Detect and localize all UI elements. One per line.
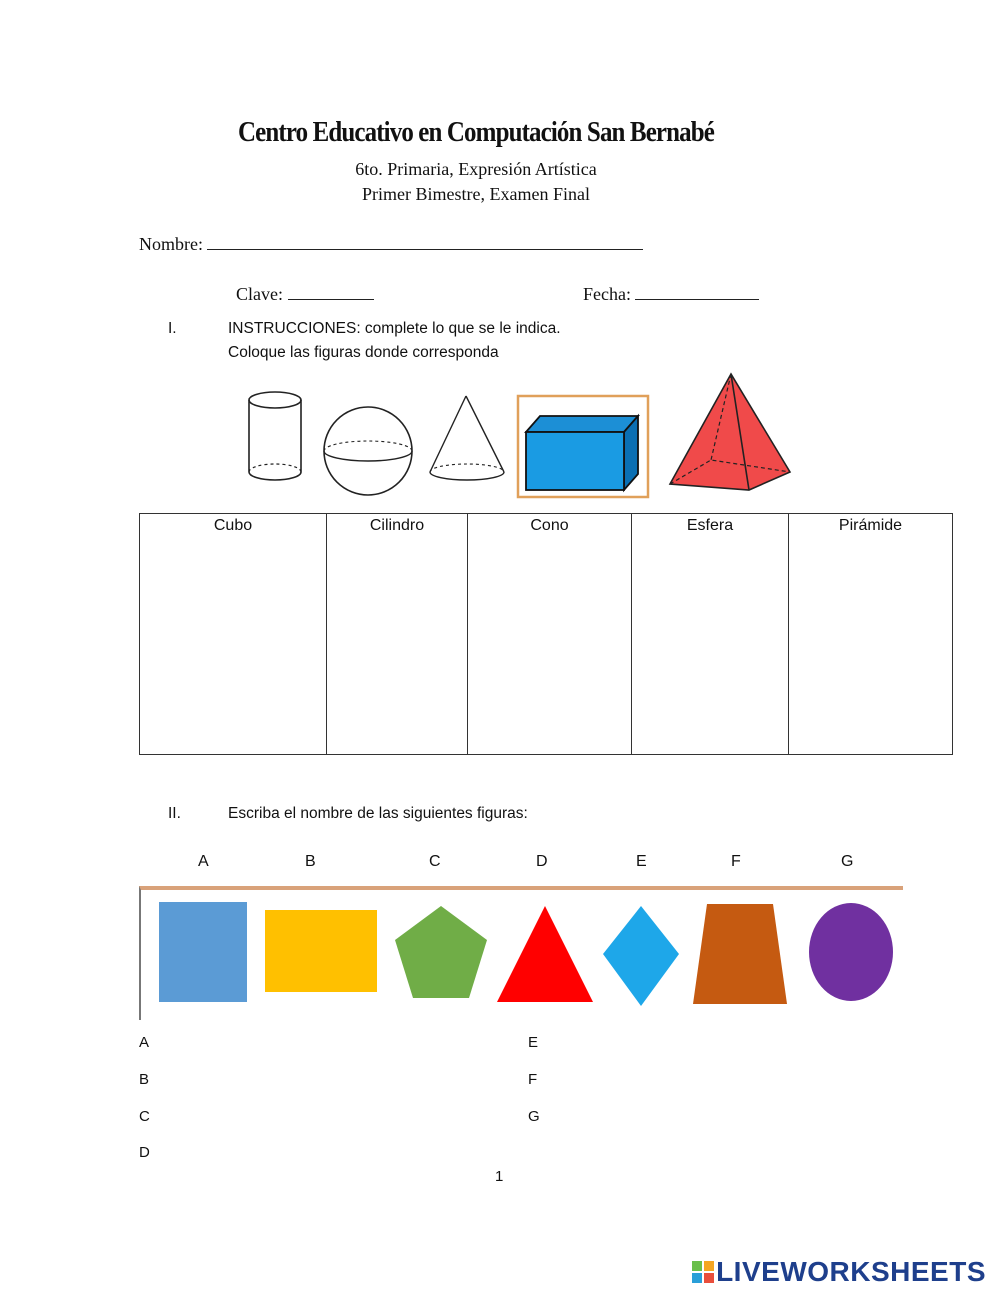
column-piramide[interactable]: Pirámide (789, 514, 953, 755)
sphere-figure[interactable] (324, 407, 412, 495)
column-cono[interactable]: Cono (468, 514, 632, 755)
pyramid-figure[interactable] (670, 374, 790, 490)
clave-label: Clave: (236, 284, 283, 304)
answer-g: G (528, 1108, 540, 1125)
liveworksheets-icon (692, 1261, 714, 1283)
section2-numeral: II. (168, 805, 181, 822)
letter-f: F (731, 853, 741, 870)
answer-c: C (139, 1108, 150, 1125)
fecha-line[interactable] (635, 283, 759, 300)
pentagon-shape[interactable] (395, 906, 487, 998)
clave-line[interactable] (288, 283, 374, 300)
section1-instruction2: Coloque las figuras donde corresponda (228, 344, 499, 361)
fecha-label: Fecha: (583, 284, 631, 304)
fecha-field (583, 283, 759, 305)
section2-instruction: Escriba el nombre de las siguientes figuras: (228, 805, 528, 822)
nombre-label: Nombre: (139, 234, 203, 254)
column-cubo[interactable]: Cubo (140, 514, 327, 755)
subtitle-grade: 6to. Primaria, Expresión Artística (355, 159, 597, 179)
classification-table (139, 513, 953, 755)
nombre-field (139, 233, 643, 255)
letter-b: B (305, 853, 316, 870)
subtitle-exam: Primer Bimestre, Examen Final (362, 184, 590, 204)
solid-figures (220, 366, 820, 506)
cylinder-figure[interactable] (249, 392, 301, 480)
circle-shape[interactable] (809, 903, 893, 1001)
nombre-line[interactable] (207, 233, 643, 250)
answer-f: F (528, 1071, 538, 1088)
section1-instruction: INSTRUCCIONES: complete lo que se le indica. (228, 320, 561, 337)
letter-e: E (636, 853, 647, 870)
page-number: 1 (495, 1168, 504, 1185)
answer-b: B (139, 1071, 150, 1088)
letter-g: G (841, 853, 854, 870)
cube-figure[interactable] (518, 396, 648, 497)
answer-d: D (139, 1144, 150, 1161)
table-header-row (140, 514, 953, 755)
brand-text: LIVEWORKSHEETS (716, 1256, 986, 1287)
square-shape[interactable] (159, 902, 247, 1002)
page-title: Centro Educativo en Computación San Bernabé (238, 116, 714, 148)
cone-figure[interactable] (430, 396, 504, 480)
letter-d: D (536, 853, 548, 870)
answer-e: E (528, 1034, 539, 1051)
rhombus-shape[interactable] (603, 906, 679, 1006)
trapezoid-shape[interactable] (693, 904, 787, 1004)
section1-numeral: I. (168, 320, 177, 337)
letter-a: A (198, 853, 209, 870)
flat-shapes (141, 890, 901, 1014)
letter-c: C (429, 853, 441, 870)
triangle-shape[interactable] (497, 906, 593, 1002)
column-cilindro[interactable]: Cilindro (327, 514, 468, 755)
rectangle-shape[interactable] (265, 910, 377, 992)
liveworksheets-logo[interactable] (692, 1256, 986, 1288)
clave-field (236, 283, 374, 305)
column-esfera[interactable]: Esfera (632, 514, 789, 755)
answer-a: A (139, 1034, 150, 1051)
